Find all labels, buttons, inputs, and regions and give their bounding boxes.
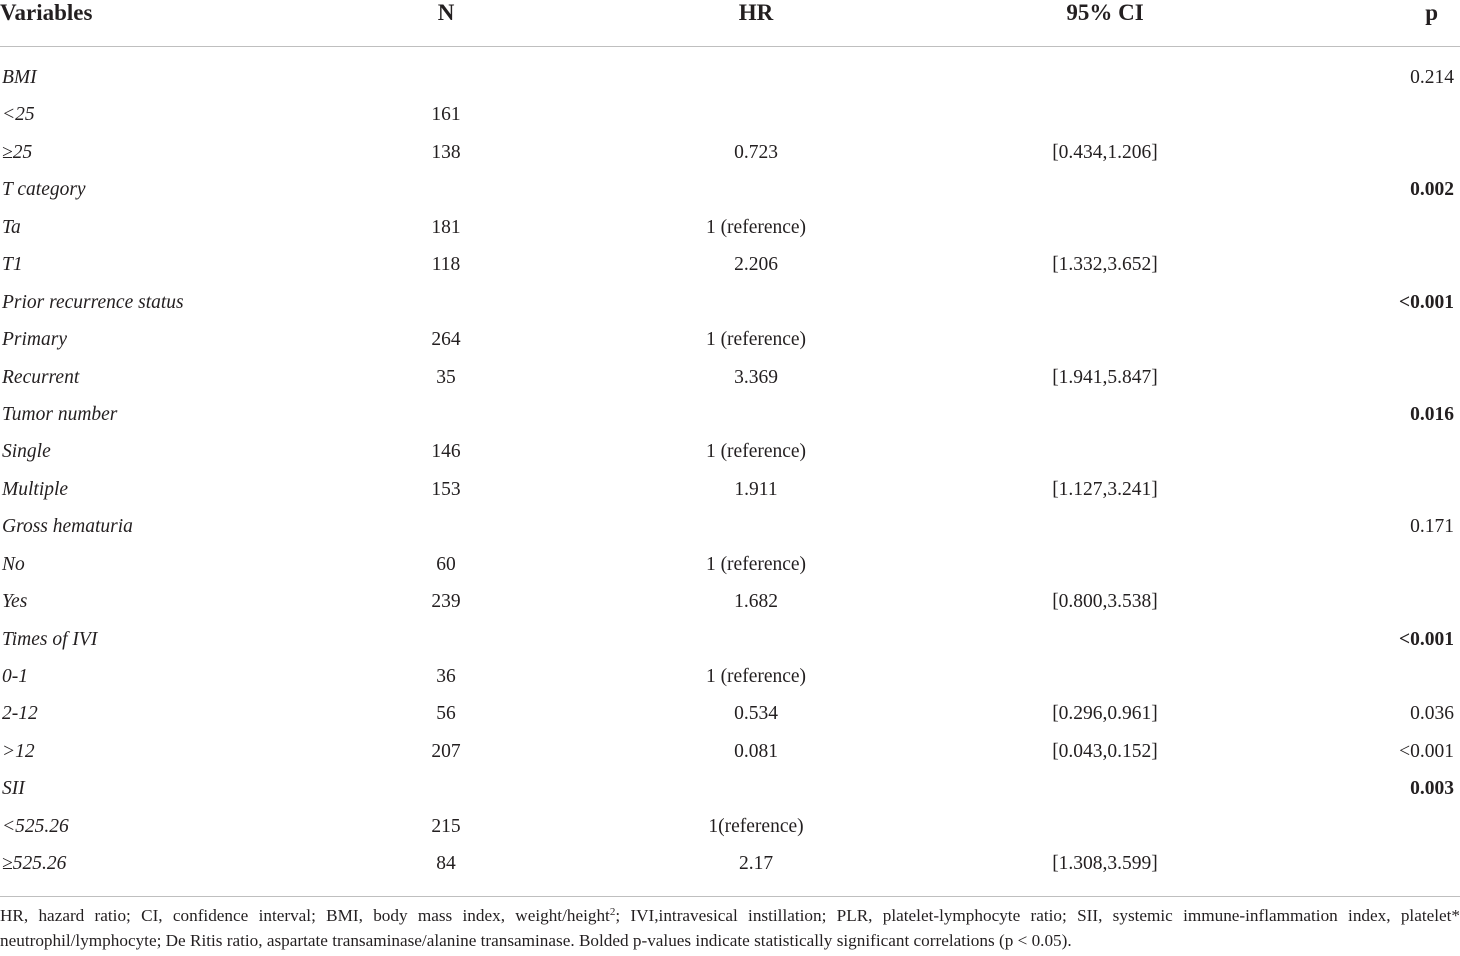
cell-ci: [0.800,3.538]: [1052, 591, 1158, 613]
cell-hr: 1 (reference): [705, 666, 807, 687]
cell-p: 0.036: [1410, 703, 1454, 725]
cell-hr: 1(reference): [708, 815, 804, 837]
cell-hr: 0.723: [734, 141, 778, 163]
cell-variable: 0-1: [2, 666, 28, 687]
cell-ci: [1.127,3.241]: [1052, 478, 1158, 500]
table-row: [0, 845, 1460, 882]
cell-ci: [1.332,3.652]: [1052, 254, 1158, 276]
table-row: [0, 59, 1460, 96]
cell-n: 138: [431, 141, 461, 163]
cell-n: 239: [431, 591, 461, 613]
table-row: [0, 321, 1460, 358]
table-row: [0, 396, 1460, 433]
cell-variable: BMI: [2, 67, 37, 88]
header-hr: HR: [738, 0, 774, 25]
cell-variable: T1: [2, 254, 23, 276]
cell-p: 0.016: [1410, 403, 1454, 425]
cell-variable: 2-12: [2, 703, 38, 725]
cell-ci: [0.296,0.961]: [1052, 703, 1158, 725]
cell-ci: [0.434,1.206]: [1052, 141, 1158, 163]
cell-variable: Multiple: [2, 478, 69, 500]
cell-hr: 1 (reference): [705, 216, 807, 238]
cell-hr: 3.369: [734, 366, 778, 388]
cell-hr: 1.911: [734, 478, 778, 500]
table-row: [0, 770, 1460, 807]
cell-n: 215: [431, 815, 461, 837]
cell-n: 60: [436, 553, 456, 575]
header-p: p: [1425, 0, 1438, 25]
header-n: N: [437, 0, 455, 25]
cell-p: <0.001: [1399, 291, 1454, 313]
cell-variable: Times of IVI: [2, 628, 98, 650]
header-variables: Variables: [0, 0, 93, 25]
table-row: [0, 433, 1460, 470]
table-row: [0, 546, 1460, 583]
table-row: [0, 508, 1460, 545]
table-header: [0, 0, 1460, 47]
table-row: [0, 209, 1460, 246]
cell-ci: [0.043,0.152]: [1052, 740, 1158, 762]
cell-variable: Primary: [2, 329, 67, 351]
cell-n: 153: [431, 478, 461, 500]
cell-variable: SII: [2, 778, 25, 800]
cell-ci: [1.308,3.599]: [1052, 853, 1158, 875]
table-row: [0, 695, 1460, 732]
cell-n: 118: [431, 254, 461, 276]
table-row: [0, 621, 1460, 658]
cell-p: 0.171: [1410, 516, 1454, 538]
cell-hr: 0.081: [734, 740, 778, 762]
cell-variable: >12: [2, 740, 35, 762]
table-row: [0, 658, 1460, 695]
table-row: [0, 471, 1460, 508]
table-row: [0, 284, 1460, 321]
cell-n: 146: [431, 441, 461, 463]
table-row: [0, 134, 1460, 171]
table-row: [0, 583, 1460, 620]
cell-variable: ≥525.26: [2, 853, 67, 875]
cell-variable: Recurrent: [2, 366, 80, 388]
table-row: [0, 246, 1460, 283]
cell-variable: <25: [2, 104, 35, 126]
cell-variable: Tumor number: [2, 403, 118, 425]
cell-ci: [1.941,5.847]: [1052, 366, 1158, 388]
cell-n: 181: [431, 216, 461, 238]
cell-hr: 0.534: [734, 703, 778, 725]
cell-hr: 1 (reference): [705, 553, 807, 575]
cell-variable: No: [2, 553, 25, 575]
cell-n: 264: [431, 329, 461, 351]
cell-n: 56: [436, 703, 456, 725]
footnote-text-2: ; IVI,intravesical instillation; PLR, platelet-lymphocyte ratio; SII, systemic immune-inflammation index, platelet* neutrophil/lymphocyte; De Ritis ratio, aspartate transaminase/alanine transaminase. Bolded p-values indicate statistically significant correlations (p < 0.05).: [0, 906, 1460, 950]
footnote-text-1: HR, hazard ratio; CI, confidence interval; BMI, body mass index, weight/height: [0, 906, 610, 925]
cell-variable: Yes: [2, 591, 28, 613]
cell-p: <0.001: [1399, 740, 1454, 762]
table-row: [0, 808, 1460, 845]
table-row: [0, 733, 1460, 770]
cell-variable: Single: [2, 441, 51, 463]
cell-n: 207: [431, 740, 461, 762]
cell-variable: Gross hematuria: [2, 516, 133, 538]
cell-hr: 2.17: [738, 853, 774, 875]
cell-variable: Ta: [2, 216, 21, 238]
cell-hr: 2.206: [734, 254, 778, 276]
cell-hr: 1.682: [734, 591, 778, 613]
cell-variable: ≥25: [2, 141, 33, 163]
cell-p: <0.001: [1399, 628, 1454, 650]
cell-p: 0.002: [1410, 179, 1454, 201]
table-body: [0, 59, 1460, 883]
cell-hr: 1 (reference): [705, 329, 807, 351]
footnote-superscript: 2: [609, 906, 616, 918]
table-footnote: [0, 896, 1460, 953]
cell-hr: 1 (reference): [705, 441, 807, 463]
header-ci: 95% CI: [1066, 0, 1144, 25]
table-row: [0, 96, 1460, 133]
cell-p: 0.003: [1410, 778, 1454, 800]
table-row: [0, 171, 1460, 208]
cell-variable: Prior recurrence status: [2, 291, 184, 313]
cell-n: 84: [436, 853, 456, 875]
table-row: [0, 359, 1460, 396]
cell-n: 36: [436, 666, 456, 687]
cell-variable: T category: [2, 179, 86, 201]
cell-p: 0.214: [1410, 67, 1454, 88]
cell-n: 161: [431, 104, 461, 126]
cell-n: 35: [436, 366, 456, 388]
cell-variable: <525.26: [2, 815, 69, 837]
